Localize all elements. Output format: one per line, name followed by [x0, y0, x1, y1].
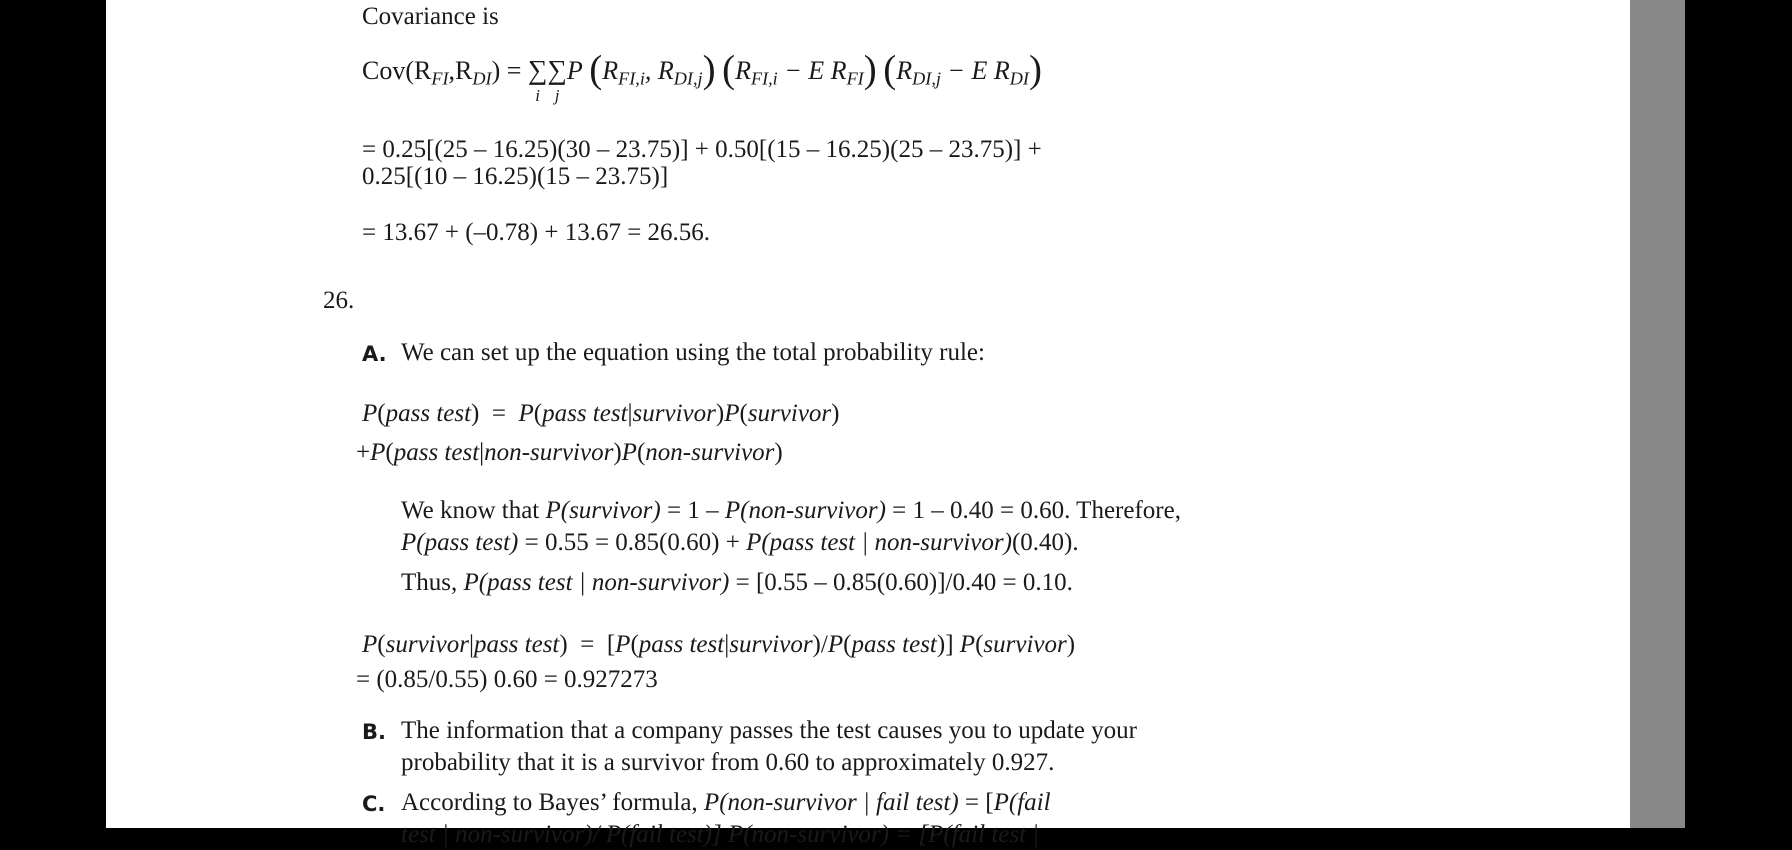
scrollbar[interactable]	[1630, 0, 1685, 828]
cov-line-1: = 0.25[(25 – 16.25)(30 – 23.75)] + 0.50[(15 – 16.25)(25 – 23.75)] +	[362, 136, 1042, 163]
part-b-line-2: probability that it is a survivor from 0.60 to approximately 0.927.	[401, 749, 1055, 776]
total-prob-eq-line-2: +P(pass test|non-survivor)P(non-survivor)	[356, 439, 783, 466]
cov-sub-di: DI	[472, 68, 492, 89]
posterior-eq-line-2: = (0.85/0.55) 0.60 = 0.927273	[356, 666, 658, 693]
covariance-formula: $Cov(R_{FI},R_{DI})$ = ∑ i ∑ j P ($R_{FI,i}$, $R_{DI,j}$) ($R_{FI,i} - E$ $R_{FI}$) ($R_{DI,j} - E$ $R_{DI}$)	[362, 48, 1042, 105]
know-line: We know that P(survivor) = 1 – P(non-survivor) = 1 – 0.40 = 0.60. Therefore,	[401, 497, 1181, 524]
part-c-label: C.	[362, 792, 386, 816]
cov-line-3: = 13.67 + (–0.78) + 13.67 = 26.56.	[362, 219, 711, 246]
therefore-line: P(pass test) = 0.55 = 0.85(0.60) + P(pass test | non-survivor)(0.40).	[401, 529, 1079, 556]
part-a-intro: We can set up the equation using the total probability rule:	[401, 339, 985, 366]
question-number: 26.	[323, 287, 355, 314]
part-a-label: A.	[362, 342, 387, 366]
part-b-label: B.	[362, 720, 386, 744]
cov-line-2: 0.25[(10 – 16.25)(15 – 23.75)]	[362, 163, 669, 190]
posterior-eq-line-1: P(survivor|pass test) = [P(pass test|survivor)/P(pass test)] P(survivor)	[362, 631, 1076, 658]
cov-lhs: Cov(R	[362, 56, 432, 85]
cov-sep: ,R	[448, 56, 473, 85]
part-c-line-2: test | non-survivor)/ P(fail test)] P(non-survivor) = [P(fail test |	[401, 821, 1040, 848]
cov-p: P	[566, 56, 583, 85]
cov-sub-fi: FI	[431, 68, 449, 89]
part-c-line-1: According to Bayes’ formula, P(non-survivor | fail test) = [P(fail	[401, 789, 1051, 816]
cov-close-eq: ) =	[491, 56, 522, 85]
total-prob-eq-line-1: P(pass test) = P(pass test|survivor)P(survivor)	[362, 400, 840, 427]
part-b-line-1: The information that a company passes the test causes you to update your	[401, 717, 1137, 744]
thus-line: Thus, P(pass test | non-survivor) = [0.55 – 0.85(0.60)]/0.40 = 0.10.	[401, 569, 1073, 596]
covariance-heading: Covariance is	[362, 3, 499, 30]
sum-j: ∑ j	[547, 55, 567, 105]
sum-i: ∑ i	[527, 55, 548, 105]
document-page	[106, 0, 1630, 848]
